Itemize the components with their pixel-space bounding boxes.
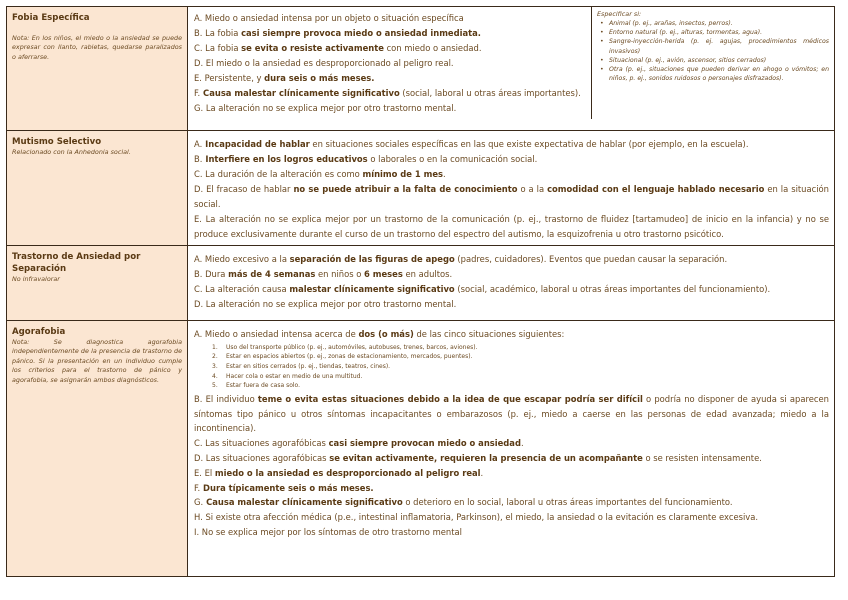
criterion-text: El [201, 467, 215, 478]
specify-box [591, 7, 834, 119]
criterion-text: en situaciones sociales específicas en las que existe expectativa de hablar (por ejemplo, en la escuela). [309, 139, 749, 149]
criterion-emphasis: separación de las figuras de apego [289, 254, 455, 264]
criterion-letter: D. [194, 299, 204, 309]
criterion-emphasis: Causa malestar clínicamente significativo [200, 88, 400, 98]
criterion-letter: B. [194, 393, 203, 404]
row-ansiedad-separacion [7, 246, 835, 321]
criterion-text: Si existe otra afección médica (p.e., intestinal inflamatoria, Parkinson), el miedo, la ansiedad o la evitación es claramente excesiva. [202, 512, 759, 523]
row-header [7, 131, 188, 246]
criterion-text: El individuo [202, 393, 258, 404]
criterion-text: con miedo o ansiedad. [383, 43, 482, 53]
criterion-letter: I. [194, 526, 200, 537]
criterion-letter: A. [194, 254, 203, 264]
situation-text: Estar en espacios abiertos (p. ej., zonas de estacionamiento, mercados, puentes). [226, 353, 473, 361]
row-header [7, 321, 188, 577]
criterion-letter: D. [194, 58, 204, 68]
criterion-b [194, 26, 586, 41]
situation-item: 4. Hacer cola o estar en medio de una multitud. [212, 372, 363, 380]
section-title: Trastorno de Ansiedad por Separación [12, 252, 141, 274]
situations-list [194, 343, 829, 391]
criterion-text: (padres, cuidadores). Eventos que puedan causar la separación. [454, 254, 728, 264]
criterion-letter: E. [194, 467, 202, 478]
criterion-text: en adultos. [402, 269, 453, 279]
criterion-text: Dura [202, 269, 229, 279]
section-title: Fobia Específica [12, 13, 90, 23]
criterion-letter: B. [194, 154, 203, 164]
criterion-text: en la situación social. [194, 184, 829, 209]
criterion-text: de las cinco situaciones siguientes: [413, 329, 565, 339]
specify-text: Animal (p. ej., arañas, insectos, perros). [609, 20, 733, 27]
criteria-list [188, 131, 835, 246]
criterion-letter: A. [194, 13, 203, 23]
section-title: Agorafobia [12, 327, 66, 337]
criterion-letter: G. [194, 497, 204, 508]
criterion-text: Miedo o ansiedad intensa por un objeto o situación específica [202, 13, 464, 23]
criterion-emphasis: mínimo de 1 mes [362, 169, 444, 179]
criterion-emphasis: Causa malestar clínicamente significativo [203, 497, 403, 508]
criterion-emphasis: casi siempre provocan miedo o ansiedad [328, 438, 521, 449]
criterion-text: o deterioro en lo social, laboral u otras áreas importantes del funcionamiento. [402, 497, 733, 508]
criterion-b [194, 152, 829, 167]
criterion-emphasis: 6 meses [364, 269, 403, 279]
criterion-text: El fracaso de hablar [203, 184, 294, 194]
criterion-emphasis: se evitan activamente, requieren la presencia de un acompañante [329, 452, 643, 463]
row-content [188, 7, 835, 131]
section-note: Nota: Se diagnostica agorafobia independientemente de la presencia de trastorno de pánico. Si la presentación en un individuo cumple los criterios para el trastorno de pánico y agorafobia, se asignarán ambos diagnósticos. [12, 338, 182, 384]
criterion-letter: C. [194, 169, 203, 179]
criterion-text: (social, laboral u otras áreas importantes). [399, 88, 581, 98]
criterion-letter: F. [194, 88, 201, 98]
criterion-c [194, 282, 829, 297]
criterion-emphasis: comodidad con el lenguaje hablado necesario [547, 184, 765, 194]
row-agorafobia [7, 321, 835, 577]
criterion-text: No se explica mejor por los síntomas de otro trastorno mental [199, 526, 462, 537]
situation-item: 1. Uso del transporte público (p. ej., automóviles, autobuses, trenes, barcos, aviones). [212, 343, 478, 351]
criterion-letter: B. [194, 28, 203, 38]
situation-item: 5. Estar fuera de casa solo. [212, 382, 301, 390]
criterion-letter: B. [194, 269, 203, 279]
criterion-text: Miedo excesivo a la [202, 254, 290, 264]
criterion-letter: C. [194, 284, 203, 294]
criterion-f [194, 481, 829, 496]
criterion-g [194, 495, 829, 510]
criterion-c [194, 167, 829, 182]
criteria-table [6, 6, 835, 577]
criterion-letter: F. [194, 482, 201, 493]
criteria-list [188, 321, 835, 577]
criterion-d [194, 56, 586, 71]
specify-title: Especificar si: [597, 10, 642, 18]
criterion-emphasis: Dura típicamente seis o más meses. [200, 482, 374, 493]
criterion-text: . [520, 438, 524, 449]
specify-item: • Situacional (p. ej., avión, ascensor, sitios cerrados) [600, 56, 767, 64]
criterion-h [194, 510, 829, 525]
criterion-emphasis: dos (o más) [358, 329, 414, 339]
criterion-e [194, 71, 586, 86]
criterion-d [194, 297, 829, 312]
criterion-letter: D. [194, 452, 204, 463]
criterion-letter: A. [194, 139, 203, 149]
criterion-text: o se resisten intensamente. [642, 452, 762, 463]
section-note: Relacionado con la Anhedonia social. [12, 148, 131, 156]
criteria-list [188, 246, 835, 321]
criterion-c [194, 41, 586, 56]
criterion-text: o laborales o en la comunicación social. [367, 154, 538, 164]
specify-text: Otra (p. ej., situaciones que pueden derivar en ahogo o vómitos; en niños, p. ej., sonidos ruidosos o personajes disfrazados). [609, 66, 829, 83]
criteria-list [188, 7, 591, 119]
criterion-text: Las situaciones agorafóbicas [203, 452, 330, 463]
criterion-text: La alteración no se explica mejor por otro trastorno mental. [203, 103, 457, 113]
specify-item: • Sangre-inyección-herida (p. ej. agujas, procedimientos médicos invasivos) [600, 38, 829, 55]
criterion-letter: E. [194, 73, 202, 83]
section-note: No infravalorar [12, 275, 60, 283]
criterion-emphasis: Incapacidad de hablar [202, 139, 310, 149]
criterion-text: . [443, 169, 446, 179]
criterion-e [194, 466, 829, 481]
criterion-text: La duración de la alteración es como [202, 169, 363, 179]
criterion-c [194, 436, 829, 451]
situation-text: Estar en sitios cerrados (p. ej., tiendas, teatros, cines). [226, 362, 391, 370]
criterion-b [194, 392, 829, 436]
criterion-a [194, 137, 829, 152]
criterion-text: La alteración causa [202, 284, 290, 294]
row-header [7, 7, 188, 131]
criterion-emphasis: casi siempre provoca miedo o ansiedad inmediata. [241, 28, 481, 38]
criterion-text: . [480, 467, 484, 478]
criterion-a [194, 11, 586, 26]
specify-text: Sangre-inyección-herida (p. ej. agujas, procedimientos médicos invasivos) [609, 38, 829, 55]
criterion-text: Persistente, y [201, 73, 265, 83]
criterion-d [194, 451, 829, 466]
situation-item: 3. Estar en sitios cerrados (p. ej., tiendas, teatros, cines). [212, 362, 391, 370]
criterion-emphasis: no se puede atribuir a la falta de conocimiento [293, 184, 518, 194]
criterion-text: La fobia [202, 28, 242, 38]
criterion-letter: C. [194, 43, 203, 53]
criterion-text: en niños o [315, 269, 365, 279]
criterion-emphasis: Interfiere en los logros educativos [202, 154, 368, 164]
row-mutismo-selectivo [7, 131, 835, 246]
criterion-emphasis: se evita o resiste activamente [241, 43, 384, 53]
criterion-b [194, 267, 829, 282]
criterion-text: Las situaciones agorafóbicas [202, 438, 329, 449]
situation-item: 2. Estar en espacios abiertos (p. ej., zonas de estacionamiento, mercados, puentes). [212, 353, 473, 361]
situation-text: Estar fuera de casa solo. [226, 382, 301, 390]
criterion-d [194, 182, 829, 212]
criterion-emphasis: más de 4 semanas [228, 269, 316, 279]
section-title: Mutismo Selectivo [12, 137, 102, 147]
criterion-text: El miedo o la ansiedad es desproporcionado al peligro real. [203, 58, 454, 68]
criterion-text: La alteración no se explica mejor por otro trastorno mental. [203, 299, 457, 309]
criterion-text: La alteración no se explica mejor por un trastorno de la comunicación (p. ej., trastorno de fluidez [tartamudeo] de inicio en la infancia) y no se produce exclusivamente durante el curso de un trastorno del espectro del autismo, la esquizofrenia u otro trastorno psicótico. [194, 214, 829, 239]
criterion-letter: H. [194, 512, 203, 523]
criterion-i [194, 525, 829, 540]
criterion-text: o a la [517, 184, 548, 194]
criterion-text: Miedo o ansiedad intensa acerca de [202, 329, 359, 339]
row-fobia-especifica [7, 7, 835, 131]
specify-text: Entorno natural (p. ej., alturas, tormentas, agua). [609, 29, 763, 37]
criterion-emphasis: miedo o la ansiedad es desproporcionado al peligro real [214, 467, 481, 478]
criterion-text: La fobia [202, 43, 242, 53]
criterion-letter: G. [194, 103, 204, 113]
specify-item: • Otra (p. ej., situaciones que pueden derivar en ahogo o vómitos; en niños, p. ej., sonidos ruidosos o personajes disfrazados). [600, 66, 829, 83]
criterion-a [194, 327, 829, 342]
row-header [7, 246, 188, 321]
criterion-a [194, 252, 829, 267]
specify-item: • Animal (p. ej., arañas, insectos, perros). [600, 20, 733, 27]
criterion-text: o podría no disponer de ayuda si aparecen síntomas tipo pánico u otros síntomas incapacitantes o embarazosos (p. ej., miedo a caerse en las personas de edad avanzada; miedo a la incontinencia). [194, 393, 829, 434]
criterion-letter: A. [194, 329, 203, 339]
criterion-emphasis: dura seis o más meses. [264, 73, 375, 83]
criterion-text: (social, académico, laboral u otras áreas importantes del funcionamiento). [454, 284, 771, 294]
specify-text: Situacional (p. ej., avión, ascensor, sitios cerrados) [609, 56, 767, 64]
section-note: Nota: En los niños, el miedo o la ansiedad se puede expresar con llanto, rabietas, quedarse paralizados o aferrarse. [12, 34, 182, 61]
criterion-f [194, 86, 586, 101]
criterion-e [194, 212, 829, 242]
criterion-emphasis: malestar clínicamente significativo [289, 284, 455, 294]
criterion-g [194, 101, 586, 116]
criterion-letter: E. [194, 214, 202, 224]
situation-text: Uso del transporte público (p. ej., automóviles, autobuses, trenes, barcos, aviones). [226, 343, 478, 351]
criterion-letter: C. [194, 438, 203, 449]
criterion-letter: D. [194, 184, 204, 194]
specify-item: • Entorno natural (p. ej., alturas, tormentas, agua). [600, 29, 763, 37]
situation-text: Hacer cola o estar en medio de una multitud. [226, 372, 363, 380]
criterion-emphasis: teme o evita estas situaciones debido a la idea de que escapar podría ser difícil [257, 393, 643, 404]
